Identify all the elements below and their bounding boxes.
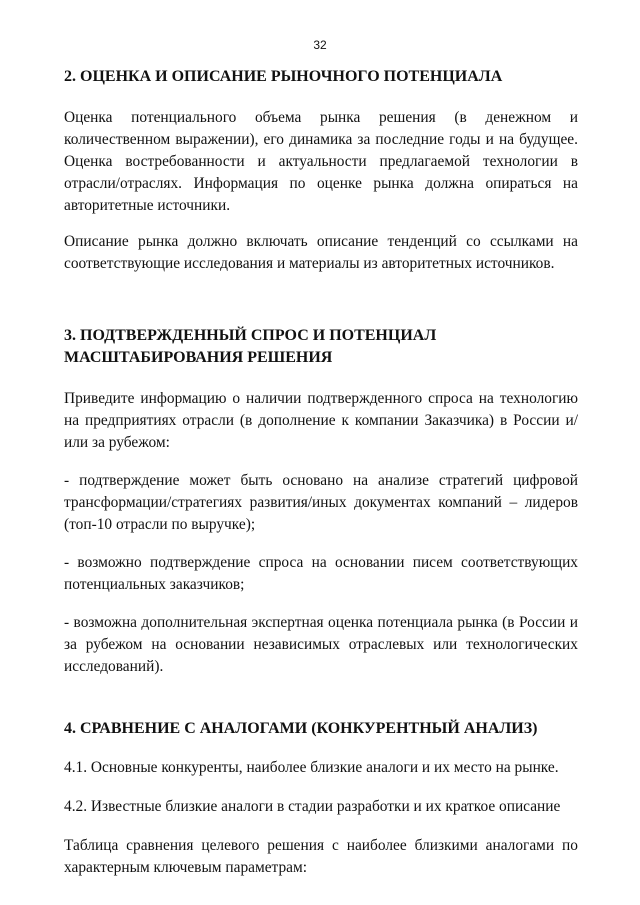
section-3-bullet-1: - подтверждение может быть основано на анализе стратегий цифровой трансформации/стратегиях развития/иных документах компаний – лидеров (топ-10 отрасли по выручке); — [64, 472, 578, 533]
page-content — [64, 66, 578, 879]
section-3-bullet-3: - возможна дополнительная экспертная оценка потенциала рынка (в России и за рубежом на основании независимых отраслевых или технологических исследований). — [64, 614, 578, 675]
section-4-title: 4. СРАВНЕНИЕ С АНАЛОГАМИ (КОНКУРЕНТНЫЙ АНАЛИЗ) — [64, 720, 538, 737]
section-3-paragraph-1: Приведите информацию о наличии подтвержденного спроса на технологию на предприятиях отрасли (в дополнение к компании Заказчика) в России и/или за рубежом: — [64, 390, 578, 451]
section-3-title-line-1: 3. ПОДТВЕРЖДЕННЫЙ СПРОС И ПОТЕНЦИАЛ — [64, 327, 437, 344]
section-3-title — [64, 325, 578, 369]
section-2-paragraph-2: Описание рынка должно включать описание тенденций со ссылками на соответствующие исследования и материалы из авторитетных источников. — [64, 233, 578, 272]
section-4-paragraph: Таблица сравнения целевого решения с наиболее близкими аналогами по характерным ключевым параметрам: — [64, 837, 578, 876]
section-3-title-line-2: МАСШТАБИРОВАНИЯ РЕШЕНИЯ — [64, 349, 333, 366]
section-2-paragraph-1: Оценка потенциального объема рынка решения (в денежном и количественном выражении), его динамика за последние годы и на будущее. Оценка востребованности и актуальности предлагаемой технологии в отрасли/отраслях. Информация по оценке рынка должна опираться на авторитетные источники. — [64, 109, 578, 214]
section-4-item-1: 4.1. Основные конкуренты, наиболее близкие аналоги и их место на рынке. — [64, 759, 559, 776]
section-2-title: 2. ОЦЕНКА И ОПИСАНИЕ РЫНОЧНОГО ПОТЕНЦИАЛА — [64, 68, 503, 85]
section-3-bullet-2: - возможно подтверждение спроса на основании писем соответствующих потенциальных заказчиков; — [64, 554, 578, 593]
page-number: 32 — [313, 38, 327, 52]
section-4-item-2: 4.2. Известные близкие аналоги в стадии разработки и их краткое описание — [64, 798, 561, 815]
